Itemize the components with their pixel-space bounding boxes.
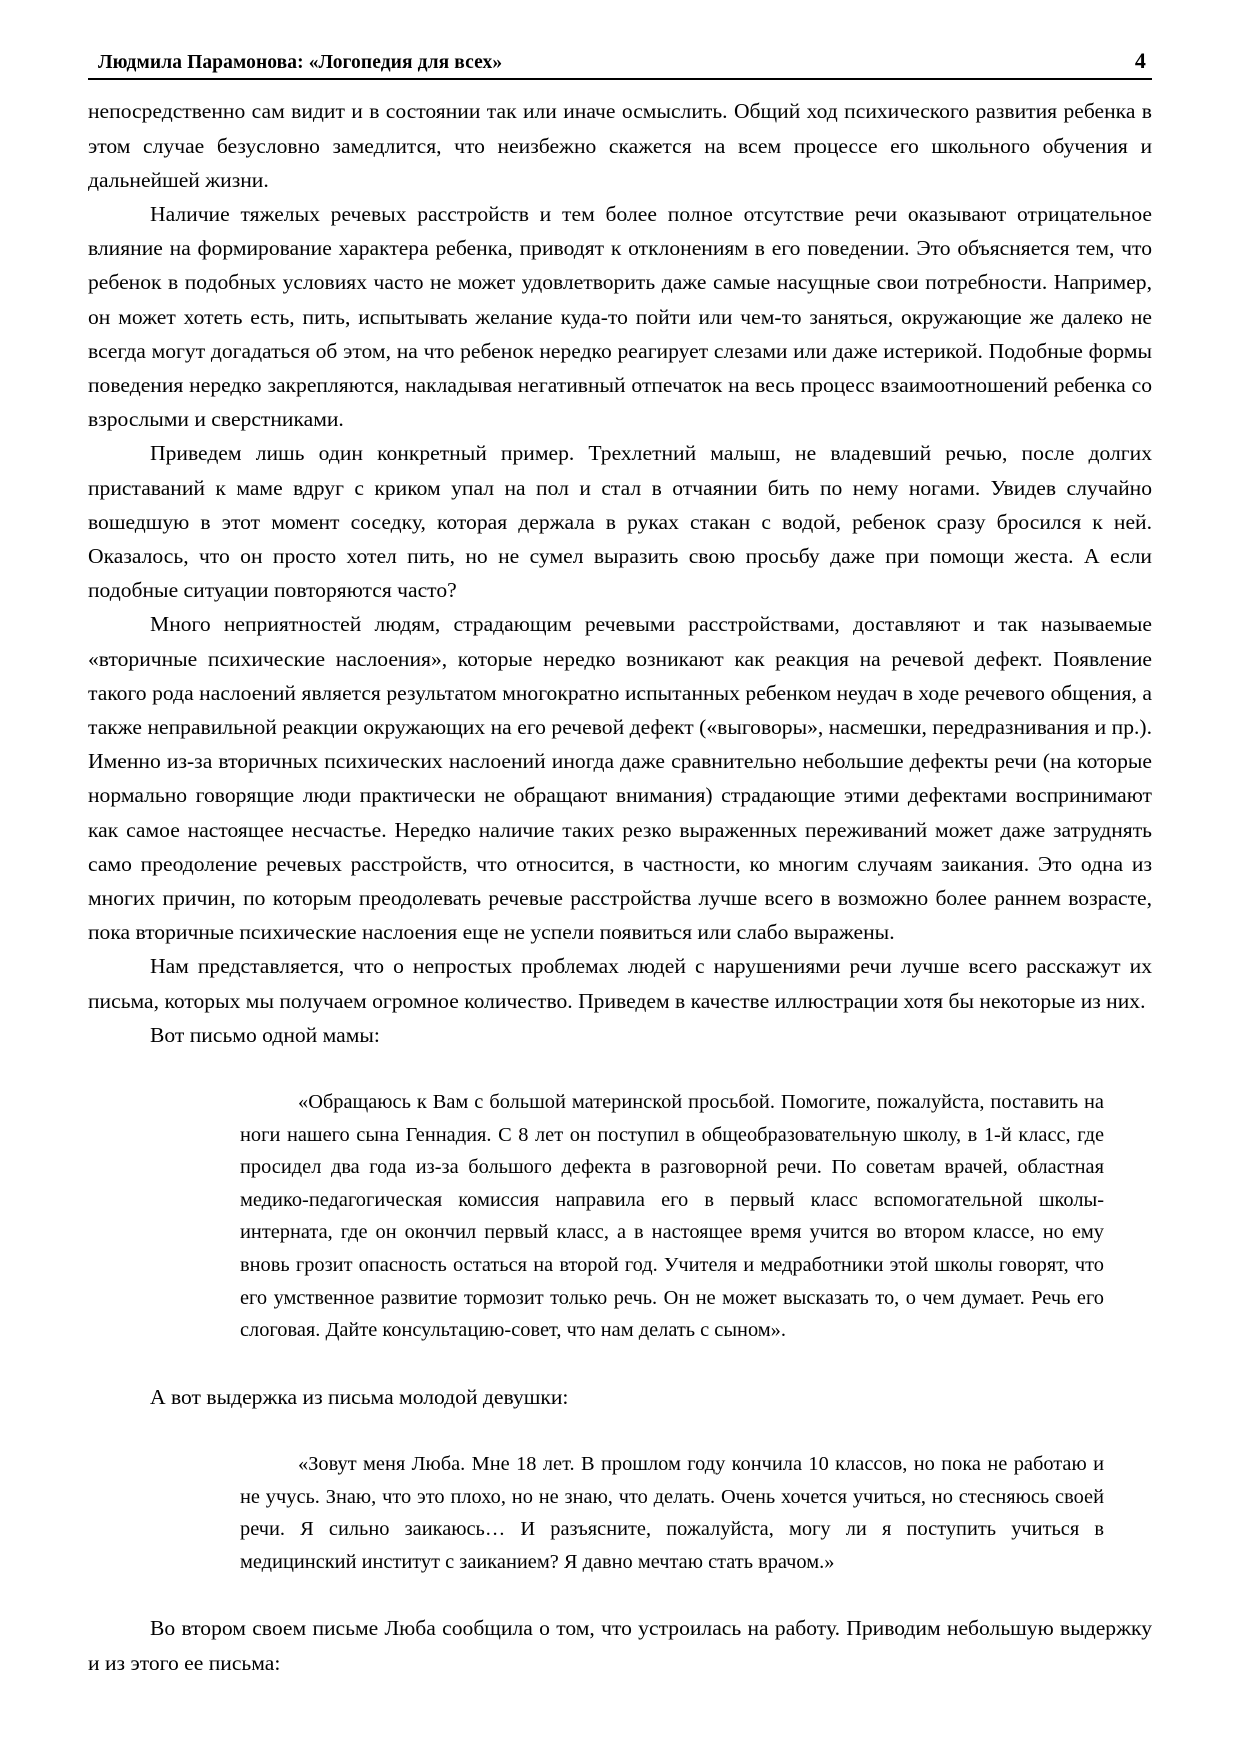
paragraph-continuation: непосредственно сам видит и в состоянии так или иначе осмыслить. Общий ход психического развития ребенка в этом случае безусловно замедлится, что неизбежно скажется на всем процессе его школьного обучения и дальнейшей жизни. [88,99,1152,192]
spacer-after-mother-quote [88,1347,1152,1380]
spacer-before-girl-quote [88,1414,1152,1448]
quote-girl-letter: «Зовут меня Люба. Мне 18 лет. В прошлом году кончила 10 классов, но пока не работаю и не учусь. Знаю, что это плохо, но не знаю, что делать. Очень хочется учиться, но стесняюсь своей речи. Я сильно заикаюсь… И разъясните, пожалуйста, могу ли я поступить учиться в медицинский институт с заиканием? Я давно мечтаю стать врачом.» [240,1453,1104,1573]
header-book-title: Людмила Парамонова: «Логопедия для всех» [98,52,503,73]
header-divider [88,78,1152,80]
paragraph-speech-disorders-character: Наличие тяжелых речевых расстройств и тем более полное отсутствие речи оказывают отрицательное влияние на формирование характера ребенка, приводят к отклонениям в его поведении. Это объясняется тем, что ребенок в подобных условиях часто не может удовлетворить даже самые насущные свои потребности. Например, он может хотеть есть, пить, испытывать желание куда-то пойти или чем-то заняться, окружающие же далеко не всегда могут догадаться об этом, на что ребенок нередко реагирует слезами или даже истерикой. Подобные формы поведения нередко закрепляются, накладывая негативный отпечаток на весь процесс взаимоотношений ребенка со взрослыми и сверстниками. [88,202,1152,432]
paragraph-letters-introduction: Нам представляется, что о непростых проблемах людей с нарушениями речи лучше всего расскажут их письма, которых мы получаем огромное количество. Приведем в качестве иллюстрации хотя бы некоторые из них. [88,954,1152,1013]
quote-mother-letter: «Обращаюсь к Вам с большой материнской просьбой. Помогите, пожалуйста, поставить на ноги нашего сына Геннадия. С 8 лет он поступил в общеобразовательную школу, в 1-й класс, где просидел два года из-за большого дефекта в разговорной речи. По советам врачей, областная медико-педагогическая комиссия направила его в первый класс вспомогательной школы-интерната, где он окончил первый класс, а в настоящее время учится во втором классе, но ему вновь грозит опасность остаться на второй год. Учителя и медработники этой школы говорят, что его умственное развитие тормозит только речь. Он не может высказать то, о чем думает. Речь его слоговая. Дайте консультацию-совет, что нам делать с сыном». [240,1091,1104,1342]
spacer-before-mother-quote [88,1052,1152,1086]
page-number: 4 [1134,48,1146,73]
paragraph-secondary-psychological-layers: Много неприятностей людям, страдающим речевыми расстройствами, доставляют и так называемые «вторичные психические наслоения», которые нередко возникают как реакция на речевой дефект. Появление такого рода наслоений является результатом многократно испытанных ребенком неудач в ходе речевого общения, а также неправильной реакции окружающих на его речевой дефект («выговоры», насмешки, передразнивания и пр.). Именно из-за вторичных психических наслоений иногда даже сравнительно небольшие дефекты речи (на которые нормально говорящие люди практически не обращают внимания) страдающие этими дефектами воспринимают как самое настоящее несчастье. Нередко наличие таких резко выраженных переживаний может даже затруднять само преодоление речевых расстройств, что относится, в частности, ко многим случаям заикания. Это одна из многих причин, по которым преодолевать речевые расстройства лучше всего в возможно более раннем возрасте, пока вторичные психические наслоения еще не успели появиться или слабо выражены. [88,612,1152,945]
paragraph-girl-letter-lead: А вот выдержка из письма молодой девушки: [150,1384,569,1409]
paragraph-mother-letter-lead: Вот письмо одной мамы: [150,1022,380,1047]
spacer-after-girl-quote [88,1578,1152,1611]
paragraph-second-letter-lead: Во втором своем письме Люба сообщила о том, что устроилась на работу. Приводим небольшую выдержку и из этого ее письма: [88,1616,1152,1675]
paragraph-concrete-example: Приведем лишь один конкретный пример. Трехлетний малыш, не владевший речью, после долгих приставаний к маме вдруг с криком упал на пол и стал в отчаянии бить по нему ногами. Увидев случайно вошедшую в этот момент соседку, которая держала в руках стакан с водой, ребенок сразу бросился к ней. Оказалось, что он просто хотел пить, но не сумел выразить свою просьбу даже при помощи жеста. А если подобные ситуации повторяются часто? [88,441,1152,603]
running-header [88,48,1152,78]
document-body [88,94,1152,1679]
